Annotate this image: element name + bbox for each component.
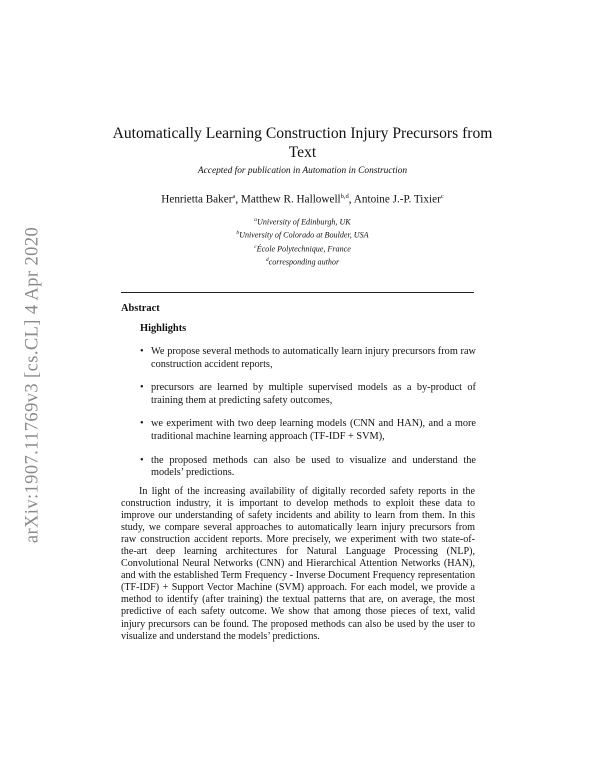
bullet-icon: • — [140, 382, 144, 394]
bullet-icon: • — [140, 346, 144, 357]
affiliation-list — [110, 215, 495, 268]
author-affiliation-mark: b,d — [340, 193, 349, 200]
affiliation-mark: a — [254, 217, 258, 223]
affiliation-text: University of Edinburgh, UK — [257, 217, 351, 227]
abstract-paragraph: In light of the increasing availability of digitally recorded safety reports in the construction industry, it is important to develop methods to exploit these data to improve our understanding of safety incidents and ability to learn from them. In this study, we compare several approaches to automatically learn injury precursors from raw construction accident reports. More precisely, we experiment with two state-of-the-art deep learning architectures for Natural Language Processing (NLP), Convolutional Neural Networks (CNN) and Hierarchical Attention Networks (HAN), and with the established Term Frequency - Inverse Document Frequency representation (TF-IDF) + Support Vector Machine (SVM) approach. For each model, we provide a method to identify (after training) the textual patterns that are, on average, the most predictive of each safety outcome. We show that among those pieces of text, valid injury precursors can be found. The proposed methods can also be used by the user to visualize and understand the models’ predictions. — [121, 486, 475, 642]
arxiv-identifier-stamp — [15, 212, 51, 557]
affiliation-mark: b — [236, 230, 240, 237]
bullet-icon: • — [140, 418, 144, 430]
highlight-text: precursors are learned by multiple supervised models as a by-product of training them at predicting safety outcomes, — [151, 382, 476, 406]
author-affiliation-mark: c — [440, 193, 444, 200]
highlight-text: the proposed methods can also be used to visualize and understand the models’ predictions. — [151, 454, 476, 479]
highlight-text: we experiment with two deep learning models (CNN and HAN), and a more traditional machine learning approach (TF-IDF + SVM), — [151, 418, 476, 442]
affiliation-text: École Polytechnique, France — [256, 244, 351, 254]
affiliation — [110, 242, 495, 255]
highlights-heading: Highlights — [140, 323, 187, 334]
paper-title: Automatically Learning Construction Injury Precursors from Text — [112, 125, 493, 161]
highlight-text: We propose several methods to automatically learn injury precursors from raw construction accident reports, — [151, 346, 476, 370]
author-name: Antoine J.-P. Tixier — [353, 193, 441, 206]
author-separator: , — [348, 193, 354, 206]
highlight-item — [140, 455, 476, 480]
affiliation-mark: c — [254, 243, 257, 250]
highlight-item — [140, 346, 476, 371]
bullet-icon: • — [140, 454, 144, 466]
affiliation-text: corresponding author — [268, 257, 340, 267]
author-separator: , — [235, 193, 241, 206]
publication-note: Accepted for publication in Automation in Construction — [197, 166, 408, 176]
arxiv-identifier-text: arXiv:1907.11769v3 [cs.CL] 4 Apr 2020 — [22, 226, 43, 543]
affiliation-text: University of Colorado at Boulder, USA — [239, 230, 369, 240]
author-name: Matthew R. Hallowell — [240, 193, 341, 206]
highlights-list — [140, 346, 476, 491]
affiliation-mark: d — [265, 256, 269, 263]
affiliation — [110, 255, 495, 268]
author-list — [110, 193, 495, 206]
abstract-heading: Abstract — [121, 303, 160, 314]
affiliation — [110, 228, 495, 241]
affiliation — [110, 215, 495, 228]
highlight-item — [140, 382, 476, 407]
section-divider — [121, 292, 474, 293]
author-name: Henrietta Baker — [161, 193, 233, 206]
author-affiliation-mark: a — [232, 193, 236, 200]
highlight-item — [140, 418, 476, 443]
